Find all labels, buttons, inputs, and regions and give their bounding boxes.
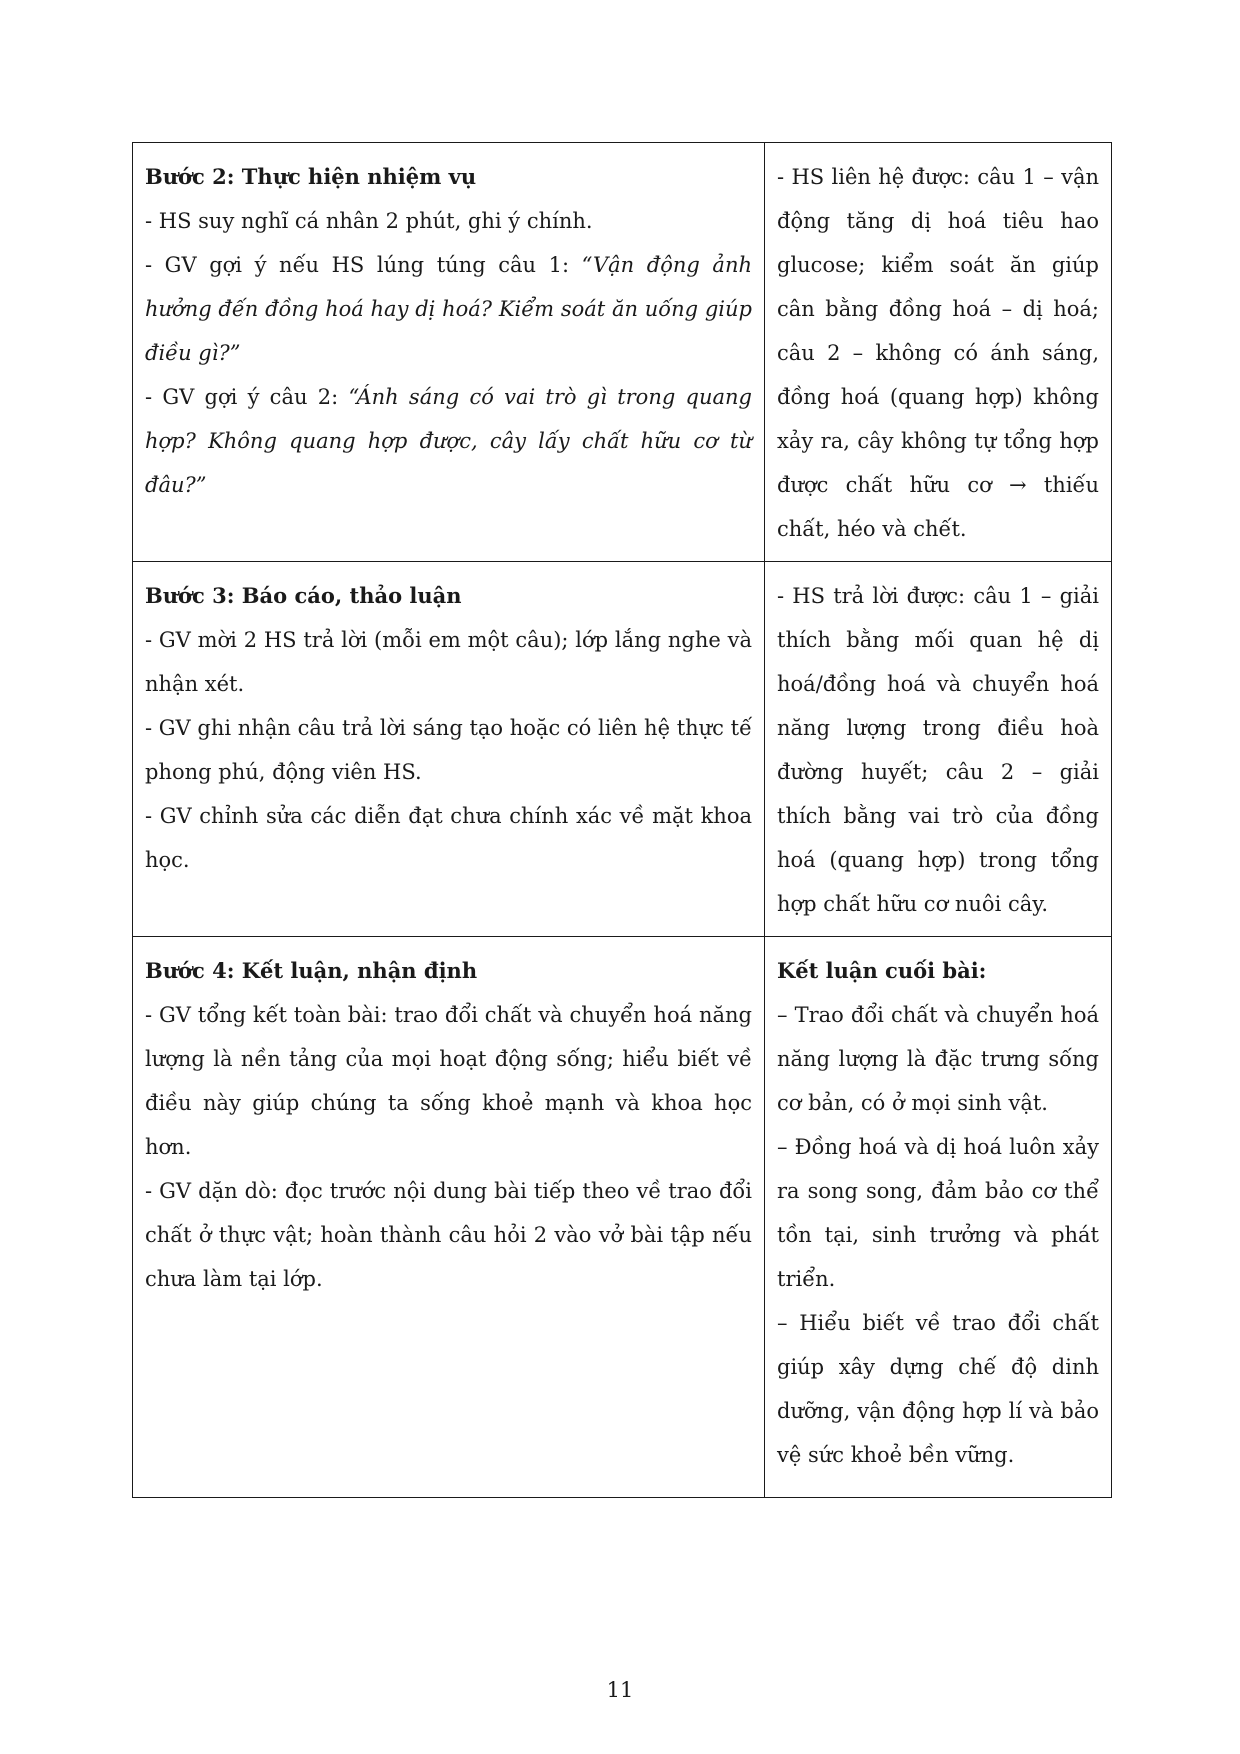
outcome-text: - HS trả lời được: câu 1 – giải thích bằng mối quan hệ dị hoá/đồng hoá và chuyển hoá năng lượng trong điều hoà đường huyết; câu 2 – giải thích bằng vai trò của đồng hoá (quang hợp) trong tổng hợp chất hữu cơ nuôi cây. — [777, 584, 1099, 916]
step-line-prefix: - GV gợi ý câu 2: — [145, 385, 349, 409]
page-number: 11 — [606, 1678, 634, 1702]
hint-quote: “Ánh sáng có vai trò gì trong quang hợp? Không quang hợp được, cây lấy chất hữu cơ từ đâu?” — [145, 385, 752, 497]
conclusion-line: – Đồng hoá và dị hoá luôn xảy ra song song, đảm bảo cơ thể tồn tại, sinh trưởng và phát triển. — [777, 1135, 1099, 1291]
table-row — [133, 143, 1112, 562]
table-row — [133, 937, 1112, 1498]
step-line: - GV tổng kết toàn bài: trao đổi chất và chuyển hoá năng lượng là nền tảng của mọi hoạt động sống; hiểu biết về điều này giúp chúng ta sống khoẻ mạnh và khoa học hơn. — [145, 1003, 752, 1159]
activity-cell — [133, 562, 765, 937]
step-line: - HS suy nghĩ cá nhân 2 phút, ghi ý chính. — [145, 209, 593, 233]
step-line: - GV dặn dò: đọc trước nội dung bài tiếp theo về trao đổi chất ở thực vật; hoàn thành câu hỏi 2 vào vở bài tập nếu chưa làm tại lớp. — [145, 1179, 752, 1291]
step-line — [145, 243, 752, 375]
step-line: - GV mời 2 HS trả lời (mỗi em một câu); lớp lắng nghe và nhận xét. — [145, 628, 752, 696]
table-row — [133, 562, 1112, 937]
step-line — [145, 375, 752, 507]
lesson-activity-table — [132, 142, 1112, 1498]
outcome-text: - HS liên hệ được: câu 1 – vận động tăng dị hoá tiêu hao glucose; kiểm soát ăn giúp cân bằng đồng hoá – dị hoá; câu 2 – không có ánh sáng, đồng hoá (quang hợp) không xảy ra, cây không tự tổng hợp được chất hữu cơ → thiếu chất, héo và chết. — [777, 165, 1099, 541]
activity-cell — [133, 143, 765, 562]
outcome-cell — [765, 143, 1112, 562]
step-heading: Bước 4: Kết luận, nhận định — [145, 958, 478, 983]
step-heading: Bước 3: Báo cáo, thảo luận — [145, 583, 462, 608]
step-line-prefix: - GV gợi ý nếu HS lúng túng câu 1: — [145, 253, 582, 277]
conclusion-line: – Hiểu biết về trao đổi chất giúp xây dựng chế độ dinh dưỡng, vận động hợp lí và bảo vệ sức khoẻ bền vững. — [777, 1311, 1099, 1467]
hint-quote: “Vận động ảnh hưởng đến đồng hoá hay dị hoá? Kiểm soát ăn uống giúp điều gì?” — [145, 253, 752, 365]
outcome-cell — [765, 562, 1112, 937]
conclusion-heading: Kết luận cuối bài: — [777, 958, 987, 983]
step-heading: Bước 2: Thực hiện nhiệm vụ — [145, 164, 477, 189]
conclusion-line: – Trao đổi chất và chuyển hoá năng lượng là đặc trưng sống cơ bản, có ở mọi sinh vật. — [777, 1003, 1099, 1115]
step-line: - GV chỉnh sửa các diễn đạt chưa chính xác về mặt khoa học. — [145, 804, 752, 872]
activity-cell — [133, 937, 765, 1498]
step-line: - GV ghi nhận câu trả lời sáng tạo hoặc có liên hệ thực tế phong phú, động viên HS. — [145, 716, 752, 784]
outcome-cell — [765, 937, 1112, 1498]
